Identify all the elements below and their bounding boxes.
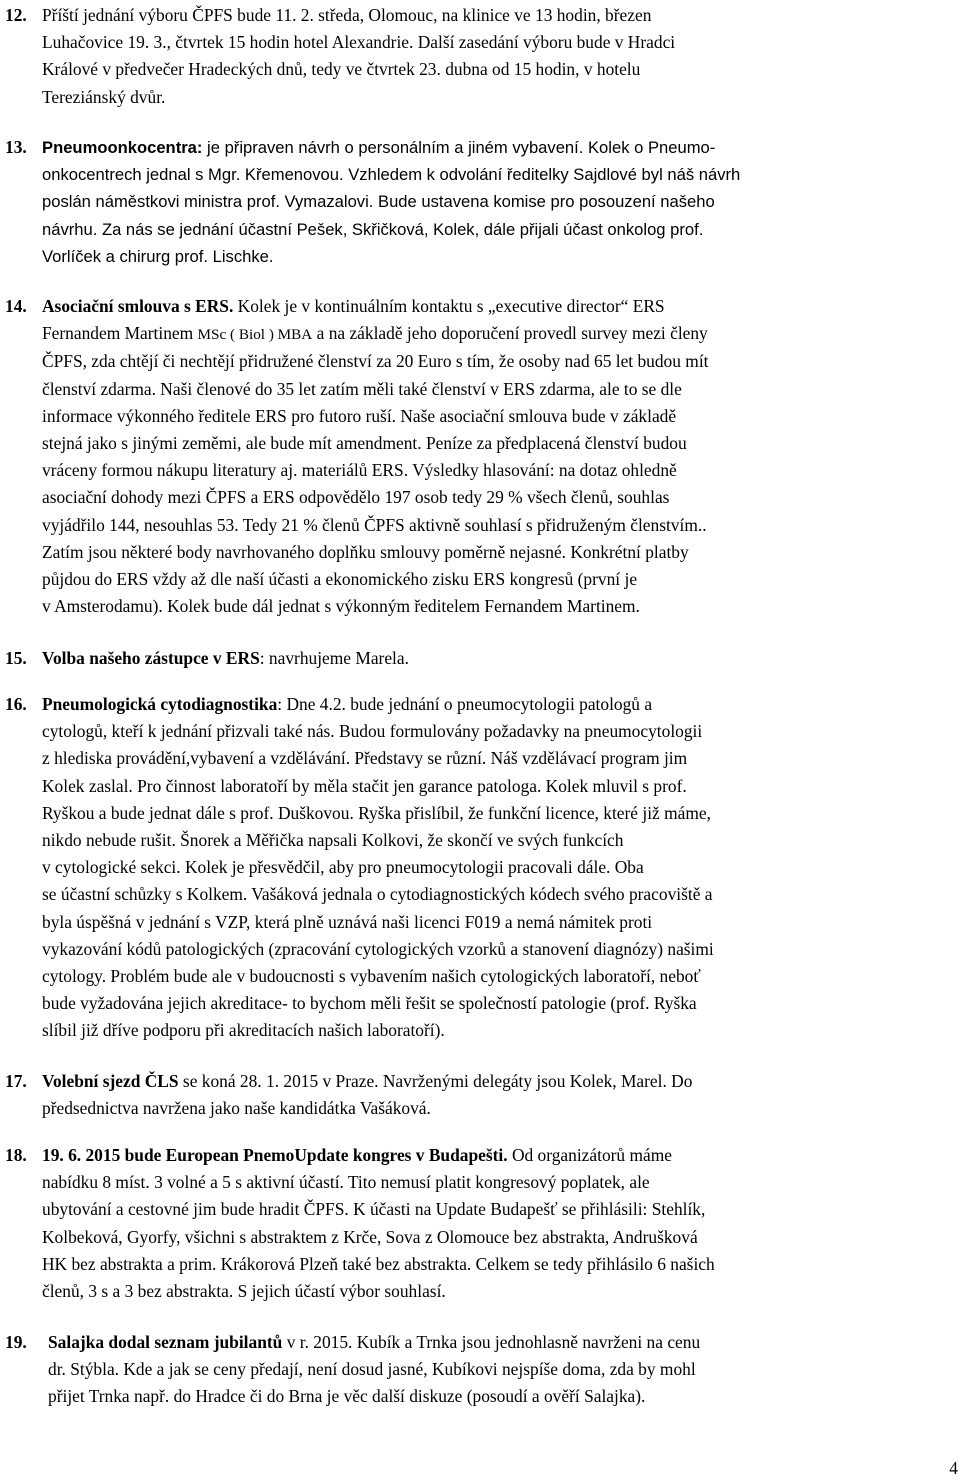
item-number: 12. — [5, 5, 27, 25]
item-text — [42, 134, 960, 270]
item-text — [42, 2, 960, 111]
item-text — [42, 1068, 960, 1122]
text-line: Pneumoonkocentra: je připraven návrh o personálním a jiném vybavení. Kolek o Pneumo- — [42, 138, 716, 157]
text-line: Asociační smlouva s ERS. Kolek je v kontinuálním kontaktu s „executive director“ ERS — [42, 296, 665, 316]
text-line: Volební sjezd ČLS se koná 28. 1. 2015 v Praze. Navrženými delegáty jsou Kolek, Marel. Do — [42, 1071, 693, 1091]
text-line: slíbil již dříve podporu při akreditacích našich laboratoří). — [42, 1020, 445, 1041]
text-line: Králové v předvečer Hradeckých dnů, tedy ve čtvrtek 23. dubna od 15 hodin, v hotelu — [42, 59, 641, 80]
text-line: byla úspěšná v jednání s VZP, která plně uznává naši licenci F019 a nemá námitek proti — [42, 911, 653, 932]
text-line: Kolek zaslal. Pro činnost laboratoří by měla stačit jen garance patologa. Kolek mluvil s prof. — [42, 775, 687, 796]
item-text — [42, 645, 960, 672]
text-line: Volba našeho zástupce v ERS: navrhujeme Marela. — [42, 648, 409, 668]
text-line: asociační dohody mezi ČPFS a ERS odpovědělo 197 osob tedy 29 % všech členů, souhlas — [42, 487, 670, 508]
text-line: informace výkonného ředitele ERS pro futoro ruší. Naše asociační smlouva bude v základě — [42, 405, 677, 426]
text-line: vráceny formou nákupu literatury aj. materiálů ERS. Výsledky hlasování: na dotaz ohledně — [42, 460, 677, 481]
text-line: Luhačovice 19. 3., čtvrtek 15 hodin hotel Alexandrie. Další zasedání výboru bude v Hradci — [42, 32, 676, 53]
text-line: Vorlíček a chirurg prof. Lischke. — [42, 246, 274, 266]
item-heading: Volba našeho zástupce v ERS — [42, 648, 260, 668]
text-line: návrhu. Za nás se jednání účastní Pešek, Skřičková, Kolek, dále přijali účast onkolog prof. — [42, 219, 704, 239]
item-text — [42, 1142, 960, 1305]
item-number: 13. — [5, 137, 27, 157]
text-line: 19. 6. 2015 bude European PnemoUpdate kongres v Budapešti. Od organizátorů máme — [42, 1145, 672, 1165]
text-line: ubytování a cestovné jim bude hradit ČPFS. K účasti na Update Budapešť se přihlásili: Stehlík, — [42, 1199, 706, 1220]
item-number: 15. — [5, 648, 27, 668]
item-text — [42, 293, 960, 620]
text-line: Tereziánský dvůr. — [42, 86, 166, 107]
text-line: dr. Stýbla. Kde a jak se ceny předají, není dosud jasné, Kubíkovi nejspíše doma, zda by mohl — [48, 1359, 696, 1380]
text-line: Ryškou a bude jednat dále s prof. Duškovou. Ryška přislíbil, že funkční licence, které již máme, — [42, 802, 711, 823]
item-number: 19. — [5, 1332, 27, 1352]
item-heading: Volební sjezd ČLS — [42, 1071, 179, 1091]
text-line: Salajka dodal seznam jubilantů v r. 2015. Kubík a Trnka jsou jednohlasně navrženi na cenu — [48, 1332, 701, 1352]
item-number: 18. — [5, 1145, 27, 1165]
text-line: se účastní schůzky s Kolkem. Vašáková jednala o cytodiagnostických kódech svého pracoviště a — [42, 884, 713, 905]
item-number: 17. — [5, 1071, 27, 1091]
text-line: v cytologické sekci. Kolek je přesvědčil, aby pro pneumocytologii pracovali dále. Oba — [42, 857, 644, 878]
text-line: Zatím jsou některé body navrhovaného doplňku smlouvy poměrně nejasné. Konkrétní platby — [42, 541, 689, 562]
text-line: vykazování kódů patologických (zpracování cytologických vzorků a stanovení diagnózy) našimi — [42, 938, 714, 959]
text-line: v Amsterodamu). Kolek bude dál jednat s výkonným ředitelem Fernandem Martinem. — [42, 596, 640, 617]
text-line: z hlediska provádění,vybavení a vzdělávání. Představy se různí. Náš vzdělávací program jim — [42, 748, 688, 769]
text-line: poslán náměstkovi ministra prof. Vymazalovi. Bude ustavena komise pro posouzení našeho — [42, 192, 715, 212]
item-text — [48, 1329, 960, 1411]
text-line: Pneumologická cytodiagnostika: Dne 4.2. bude jednání o pneumocytologii patologů a — [42, 694, 653, 714]
text-line: onkocentrech jednal s Mgr. Křemenovou. Vzhledem k odvolání ředitelky Sajdlové byl náš návrh — [42, 165, 741, 185]
item-text — [42, 691, 960, 1045]
text-line: přijet Trnka např. do Hradce či do Brna je věc další diskuze (posoudí a ověří Salajka). — [48, 1386, 646, 1407]
text-line: HK bez abstrakta a prim. Krákorová Plzeň také bez abstrakta. Celkem se tedy přihlásilo 6 našich — [42, 1253, 715, 1274]
text-line: Fernandem Martinem MSc ( Biol ) MBA a na základě jeho doporučení provedl survey mezi členy — [42, 323, 708, 344]
text-line: stejná jako s jinými zeměmi, ale bude mít amendment. Peníze za předplacená členství budou — [42, 433, 687, 454]
item-heading: Salajka dodal seznam jubilantů — [48, 1332, 283, 1352]
item-heading: Pneumoonkocentra: — [42, 138, 203, 157]
text-line: členství zdarma. Naši členové do 35 let zatím měli také členství v ERS zdarma, ale to se dle — [42, 378, 682, 399]
text-line: členů, 3 s a 3 bez abstrakta. S jejich účastí výbor souhlasí. — [42, 1281, 446, 1302]
text-line: bude vyžadována jejich akreditace- to bychom měli řešit se společností patologie (prof. Ryška — [42, 993, 697, 1014]
item-number: 16. — [5, 694, 27, 714]
text-line: ČPFS, zda chtějí či nechtějí přidružené členství za 20 Euro s tím, že osoby nad 65 let budou mít — [42, 351, 709, 372]
item-heading: Asociační smlouva s ERS. — [42, 296, 234, 316]
text-line: předsednictva navržena jako naše kandidátka Vašáková. — [42, 1098, 431, 1119]
text-line: cytology. Problém bude ale v budoucnosti s vybavením našich cytologických laboratoří, neboť — [42, 966, 701, 987]
text-line: vyjádřilo 144, nesouhlas 53. Tedy 21 % členů ČPFS aktivně souhlasí s přidruženým členstvím.. — [42, 514, 707, 535]
text-line: půjdou do ERS vždy až dle naší účasti a ekonomického zisku ERS kongresů (první je — [42, 569, 638, 590]
item-number: 14. — [5, 296, 27, 316]
page-number: 4 — [949, 1458, 958, 1478]
text-line: cytologů, kteří k jednání přizvali také nás. Budou formulovány požadavky na pneumocytologii — [42, 721, 703, 742]
text-line: Příští jednání výboru ČPFS bude 11. 2. středa, Olomouc, na klinice ve 13 hodin, březen — [42, 5, 652, 25]
item-heading: 19. 6. 2015 bude European PnemoUpdate kongres v Budapešti. — [42, 1145, 508, 1165]
text-line: Kolbeková, Gyorfy, všichni s abstraktem z Krče, Sova z Olomouce bez abstrakta, Andrušková — [42, 1226, 698, 1247]
item-heading: Pneumologická cytodiagnostika — [42, 694, 278, 714]
text-line: nabídku 8 míst. 3 volné a 5 s aktivní účastí. Tito nemusí platit kongresový poplatek, ale — [42, 1172, 650, 1193]
text-line: nikdo nebude rušit. Šnorek a Měřička napsali Kolkovi, že skončí ve svých funkcích — [42, 830, 624, 851]
